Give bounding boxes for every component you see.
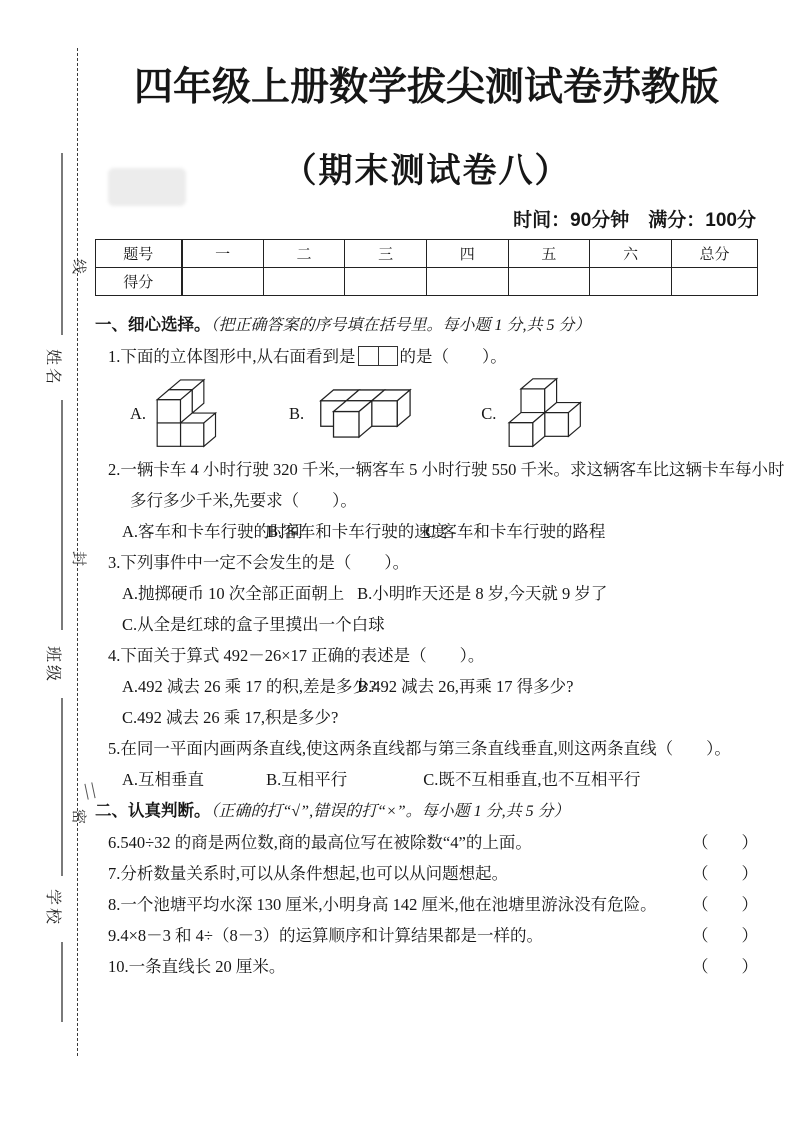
score-header-cell: 三 bbox=[345, 239, 427, 267]
q1-text-post: 的是（ ）。 bbox=[399, 346, 507, 366]
q1-option-b-label: B. bbox=[289, 403, 305, 423]
school-field-label: 学校 bbox=[44, 888, 61, 927]
score-cell bbox=[590, 267, 672, 295]
section2-note: （正确的打“√”,错误的打“×”。每小题 1 分,共 5 分） bbox=[210, 802, 570, 820]
q5-option-b: B.互相平行 bbox=[266, 769, 348, 789]
score-table-score-row bbox=[96, 267, 758, 295]
fold-mark bbox=[84, 782, 95, 799]
q5-option-a: A.互相垂直 bbox=[122, 769, 205, 789]
question-5-options bbox=[95, 764, 758, 795]
q6-text: 6.540÷32 的商是两位数,商的最高位写在被除数“4”的上面。 bbox=[108, 832, 532, 852]
seal-char-mi: 密 bbox=[70, 808, 86, 824]
score-cell bbox=[182, 267, 264, 295]
score-header-cell: 总分 bbox=[671, 239, 757, 267]
q10-text: 10.一条直线长 20 厘米。 bbox=[108, 956, 286, 976]
q9-text: 9.4×8－3 和 4÷（8－3）的运算顺序和计算结果都是一样的。 bbox=[108, 925, 543, 945]
score-cell bbox=[345, 267, 427, 295]
page-subtitle: （期末测试卷八） bbox=[282, 151, 571, 190]
question-8 bbox=[95, 889, 758, 920]
q1-option-a bbox=[130, 378, 220, 450]
q4-option-b: B.492 减去 26,再乘 17 得多少? bbox=[357, 676, 574, 696]
question-3-options-row1 bbox=[95, 578, 758, 609]
score-table bbox=[95, 239, 758, 296]
q7-text: 7.分析数量关系时,可以从条件想起,也可以从问题想起。 bbox=[108, 863, 509, 883]
q1-option-c-label: C. bbox=[481, 403, 497, 423]
q6-answer-bracket: （ ） bbox=[692, 832, 758, 852]
q7-answer-bracket: （ ） bbox=[692, 863, 758, 883]
score-header-cell: 一 bbox=[182, 239, 264, 267]
question-2-line1: 2.一辆卡车 4 小时行驶 320 千米,一辆客车 5 小时行驶 550 千米。求这辆客车比这辆卡车每小时 bbox=[108, 459, 785, 479]
section2-title: 二、认真判断。 bbox=[95, 801, 211, 820]
bottom-write-line bbox=[61, 942, 63, 1022]
square-divider bbox=[378, 347, 379, 365]
q4-option-a: A.492 减去 26 乘 17 的积,差是多少? bbox=[122, 676, 377, 696]
score-cell bbox=[426, 267, 508, 295]
page-title: 四年级上册数学拔尖测试卷苏教版 bbox=[133, 66, 719, 109]
two-squares-figure bbox=[358, 346, 398, 366]
score-header-cell: 六 bbox=[590, 239, 672, 267]
question-3-line1: 3.下列事件中一定不会发生的是（ ）。 bbox=[108, 552, 410, 572]
cube-figure-c bbox=[500, 377, 584, 450]
q1-option-a-label: A. bbox=[130, 403, 147, 423]
question-6 bbox=[95, 827, 758, 858]
q1-option-c bbox=[481, 377, 584, 450]
class-field-label: 班级 bbox=[44, 645, 61, 684]
q3-option-a: A.抛掷硬币 10 次全部正面朝上 bbox=[122, 583, 345, 603]
q2-option-a: A.客车和卡车行驶的时间 bbox=[122, 521, 304, 541]
q1-text-pre: 1.下面的立体图形中,从右面看到是 bbox=[108, 346, 356, 366]
exam-sheet bbox=[95, 0, 785, 982]
exam-body bbox=[95, 309, 785, 982]
q8-answer-bracket: （ ） bbox=[692, 894, 758, 914]
cube-figure-b bbox=[308, 387, 414, 440]
section1-header bbox=[95, 309, 758, 341]
score-header-cell: 四 bbox=[426, 239, 508, 267]
q2-option-c: C.客车和卡车行驶的路程 bbox=[425, 521, 606, 541]
q3-option-b: B.小明昨天还是 8 岁,今天就 9 岁了 bbox=[357, 583, 608, 603]
question-4-line1: 4.下面关于算式 492－26×17 正确的表述是（ ）。 bbox=[108, 645, 485, 665]
class-write-line bbox=[61, 400, 63, 630]
score-header-cell: 题号 bbox=[96, 239, 182, 267]
question-10 bbox=[95, 951, 758, 982]
q10-answer-bracket: （ ） bbox=[692, 956, 758, 976]
q5-option-c: C.既不互相垂直,也不互相平行 bbox=[423, 769, 641, 789]
question-2-line2: 多行多少千米,先要求（ ）。 bbox=[130, 490, 357, 510]
score-header-cell: 五 bbox=[508, 239, 590, 267]
score-cell bbox=[508, 267, 590, 295]
seal-char-xian: 线 bbox=[70, 258, 86, 274]
section2-header bbox=[95, 795, 758, 827]
question-5-line1: 5.在同一平面内画两条直线,使这两条直线都与第三条直线垂直,则这两条直线（ ）。 bbox=[108, 738, 731, 758]
name-field-label: 姓名 bbox=[44, 348, 61, 387]
q1-option-b bbox=[289, 387, 414, 440]
score-table-header-row bbox=[96, 239, 758, 267]
time-score-info: 时间：90分钟 满分：100分 bbox=[513, 209, 756, 231]
score-header-cell: 二 bbox=[263, 239, 345, 267]
q8-text: 8.一个池塘平均水深 130 厘米,小明身高 142 厘米,他在池塘里游泳没有危险。 bbox=[108, 894, 657, 914]
q1-figure-options bbox=[95, 375, 758, 453]
score-cell bbox=[671, 267, 757, 295]
question-1 bbox=[95, 341, 758, 372]
school-write-line bbox=[61, 698, 63, 876]
question-4-options-row2 bbox=[95, 702, 758, 733]
question-4-options-row1 bbox=[95, 671, 758, 702]
cube-figure-a bbox=[150, 378, 220, 450]
question-2-options bbox=[95, 516, 758, 547]
section1-title: 一、细心选择。 bbox=[95, 315, 211, 334]
question-7 bbox=[95, 858, 758, 889]
score-cell bbox=[263, 267, 345, 295]
seal-char-feng: 封 bbox=[70, 550, 86, 566]
question-3-options-row2 bbox=[95, 609, 758, 640]
score-row-label: 得分 bbox=[96, 267, 182, 295]
q2-option-b: B.客车和卡车行驶的速度 bbox=[267, 521, 448, 541]
name-write-line bbox=[61, 153, 63, 335]
section1-note: （把正确答案的序号填在括号里。每小题 1 分,共 5 分） bbox=[210, 316, 591, 334]
q4-option-c: C.492 减去 26 乘 17,积是多少? bbox=[122, 707, 339, 727]
q3-option-c: C.从全是红球的盒子里摸出一个白球 bbox=[122, 614, 385, 634]
q9-answer-bracket: （ ） bbox=[692, 925, 758, 945]
question-9 bbox=[95, 920, 758, 951]
